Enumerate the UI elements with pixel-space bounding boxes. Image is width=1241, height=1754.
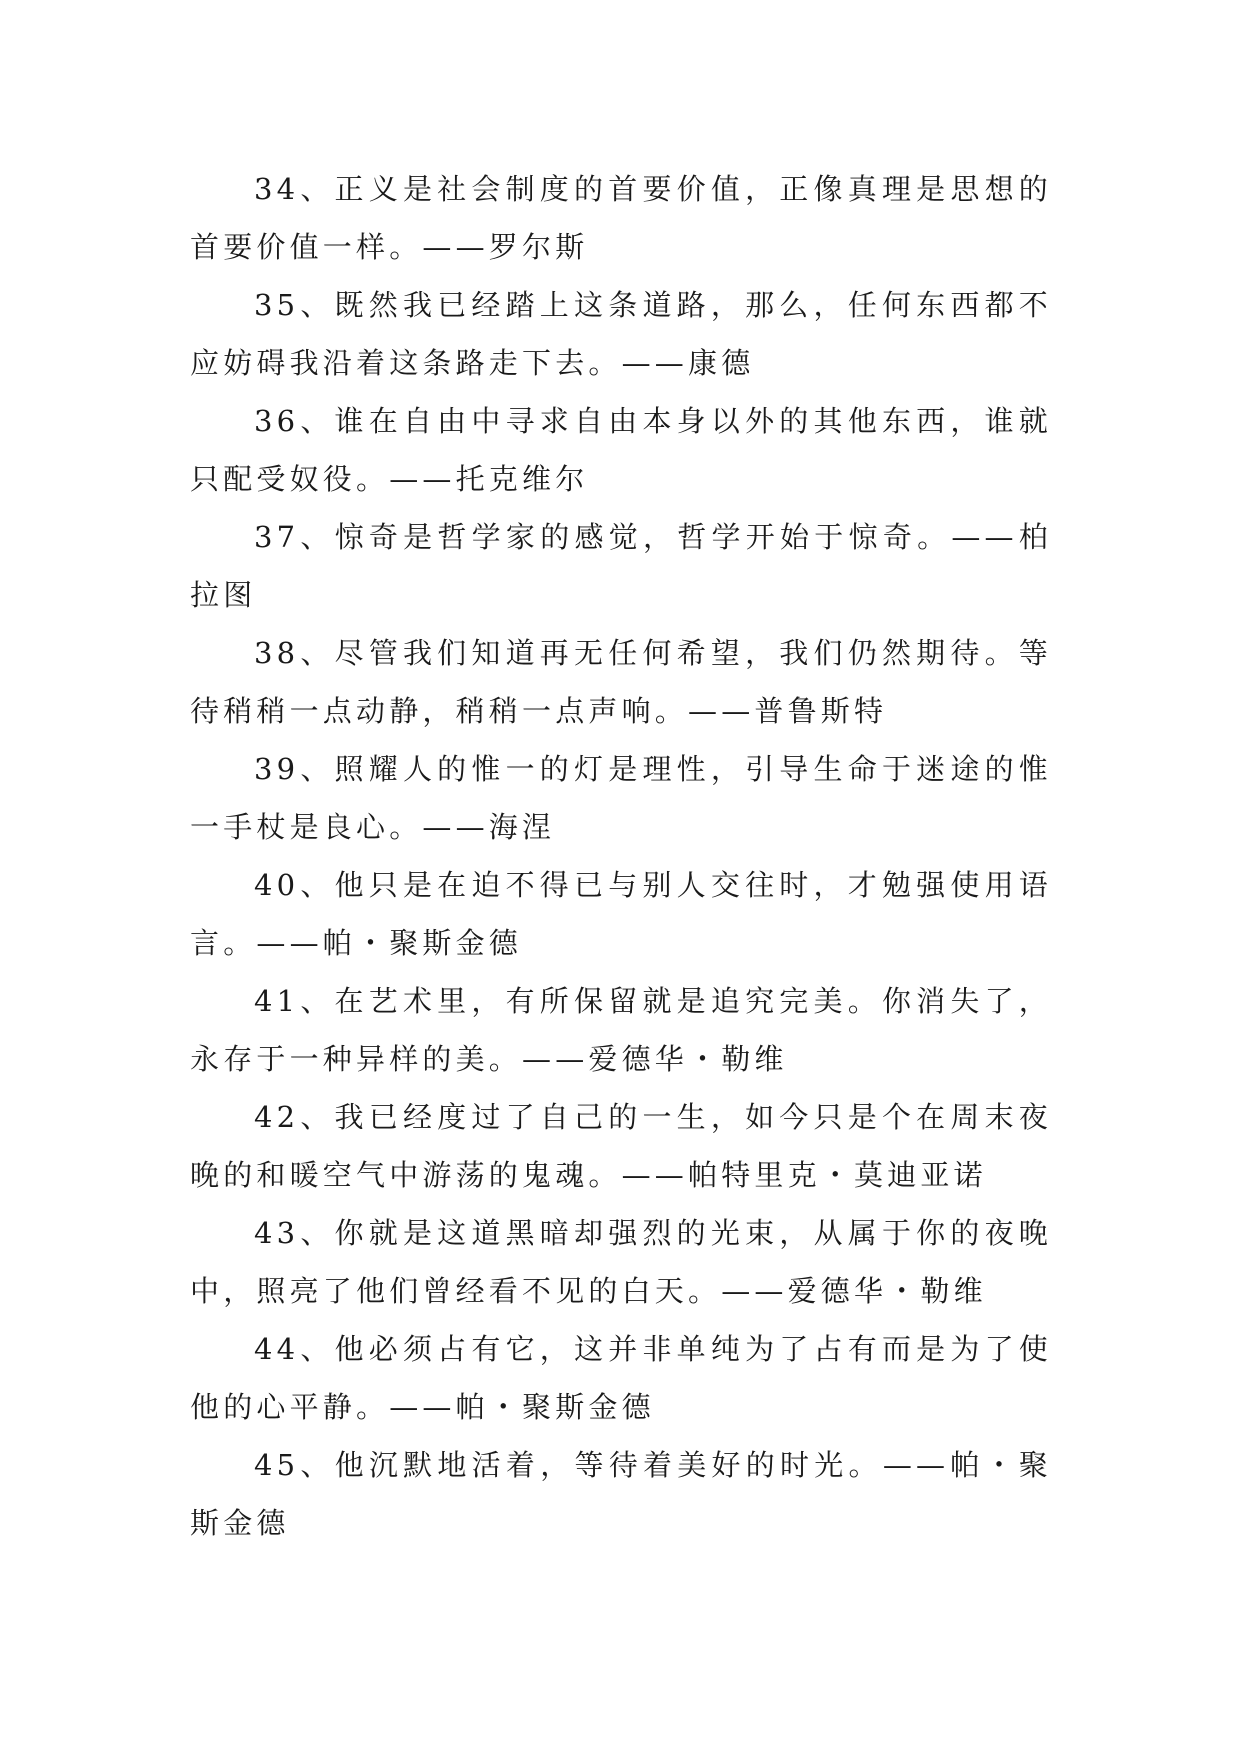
quote-paragraph: 39、照耀人的惟一的灯是理性，引导生命于迷途的惟一手杖是良心。——海涅 [190, 752, 1052, 844]
quote-paragraph: 38、尽管我们知道再无任何希望，我们仍然期待。等待稍稍一点动静，稍稍一点声响。——普鲁斯特 [190, 636, 1052, 728]
quote-paragraph: 42、我已经度过了自己的一生，如今只是个在周末夜晚的和暖空气中游荡的鬼魂。——帕特里克・莫迪亚诺 [190, 1100, 1052, 1192]
quote-paragraph: 44、他必须占有它，这并非单纯为了占有而是为了使他的心平静。——帕・聚斯金德 [190, 1332, 1052, 1424]
quote-paragraph: 41、在艺术里，有所保留就是追究完美。你消失了，永存于一种异样的美。——爱德华・勒维 [190, 984, 1052, 1076]
quote-paragraph: 45、他沉默地活着，等待着美好的时光。——帕・聚斯金德 [190, 1448, 1052, 1540]
quote-paragraph: 34、正义是社会制度的首要价值，正像真理是思想的首要价值一样。——罗尔斯 [190, 172, 1052, 264]
quote-paragraph: 36、谁在自由中寻求自由本身以外的其他东西，谁就只配受奴役。——托克维尔 [190, 404, 1052, 496]
quote-paragraph: 40、他只是在迫不得已与别人交往时，才勉强使用语言。——帕・聚斯金德 [190, 868, 1052, 960]
quote-paragraph: 37、惊奇是哲学家的感觉，哲学开始于惊奇。——柏拉图 [190, 520, 1052, 612]
quote-paragraph: 35、既然我已经踏上这条道路，那么，任何东西都不应妨碍我沿着这条路走下去。——康德 [190, 288, 1052, 380]
quote-paragraph: 43、你就是这道黑暗却强烈的光束，从属于你的夜晚中，照亮了他们曾经看不见的白天。——爱德华・勒维 [190, 1216, 1052, 1308]
quote-list [190, 160, 1052, 1552]
